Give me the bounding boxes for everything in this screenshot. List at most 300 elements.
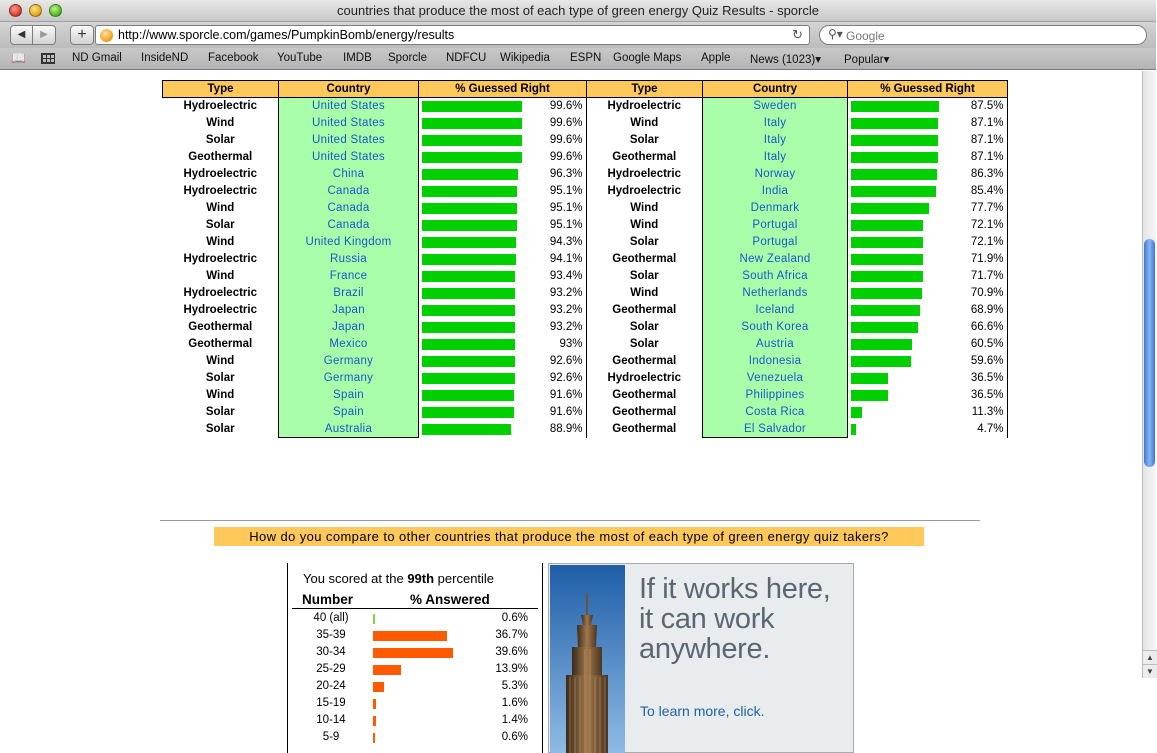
percent-label: 94.3%: [549, 235, 583, 248]
scrollbar-thumb[interactable]: [1144, 239, 1155, 467]
percentile-suffix: percentile: [434, 571, 495, 586]
percent-cell: [848, 387, 1006, 404]
percent-bar: [851, 254, 923, 265]
percent-cell: [419, 115, 585, 132]
column-header-pct: % Guessed Right: [419, 81, 587, 98]
percent-bar: [422, 424, 511, 435]
energy-type-cell: Solar: [629, 134, 659, 146]
table-edge: [1006, 149, 1008, 166]
distribution-bar: [373, 631, 447, 641]
percent-label: 99.6%: [549, 133, 583, 146]
percent-bar: [851, 220, 923, 231]
url-text: http://www.sporcle.com/games/PumpkinBomb/energy/results: [118, 28, 455, 42]
percent-label: 93.2%: [549, 320, 583, 333]
percent-bar: [422, 220, 517, 231]
result-row: [587, 98, 1008, 115]
result-row: [163, 98, 587, 115]
country-link[interactable]: France: [279, 268, 419, 285]
percent-label: 66.6%: [970, 320, 1004, 333]
distribution-row: [288, 661, 544, 678]
table-edge: [1006, 200, 1008, 217]
energy-type-cell: Wind: [206, 202, 235, 214]
energy-type-cell: Wind: [630, 202, 659, 214]
score-range: 5-9: [322, 731, 340, 743]
percent-cell: [848, 336, 1006, 353]
percent-bar: [851, 169, 937, 180]
percent-cell: [848, 268, 1006, 285]
forward-button[interactable]: ▶: [33, 25, 56, 45]
percent-label: 71.7%: [970, 269, 1004, 282]
percent-cell: [848, 319, 1006, 336]
energy-type-cell: Geothermal: [612, 151, 677, 163]
distribution-bar: [373, 665, 401, 675]
percent-cell: [419, 234, 585, 251]
percent-cell: [848, 404, 1006, 421]
percent-bar: [851, 203, 929, 214]
country-link[interactable]: Mexico: [279, 336, 419, 353]
energy-type-cell: Solar: [205, 423, 235, 435]
percent-label: 91.6%: [549, 405, 583, 418]
energy-type-cell: Hydroelectric: [607, 168, 681, 180]
bookmark-item[interactable]: IMDB: [343, 52, 372, 64]
result-row: [163, 370, 587, 387]
result-row: [587, 421, 1008, 438]
table-edge: [1006, 217, 1008, 234]
result-row: [163, 404, 587, 421]
percent-cell: [419, 336, 585, 353]
table-edge: [1006, 285, 1008, 302]
percent-cell: [848, 132, 1006, 149]
percent-label: 87.1%: [970, 150, 1004, 163]
result-row: [163, 166, 587, 183]
result-row: [163, 319, 587, 336]
energy-type-cell: Solar: [629, 321, 659, 333]
percent-bar: [851, 288, 922, 299]
table-header-row: [587, 81, 1008, 98]
energy-type-cell: Hydroelectric: [183, 253, 257, 265]
table-edge: [1006, 387, 1008, 404]
top-sites-grid-icon[interactable]: [41, 53, 55, 64]
search-input[interactable]: [819, 25, 1147, 45]
country-link[interactable]: Venezuela: [703, 370, 848, 387]
percent-bar: [851, 356, 911, 367]
percent-cell: [848, 234, 1006, 251]
percent-bar: [422, 373, 515, 384]
percent-cell: [848, 166, 1006, 183]
percent-cell: [419, 404, 585, 421]
country-link[interactable]: Italy: [703, 132, 848, 149]
percent-label: 71.9%: [970, 252, 1004, 265]
table-edge: [1006, 268, 1008, 285]
percent-label: 70.9%: [970, 286, 1004, 299]
country-link[interactable]: United States: [279, 98, 419, 115]
scroll-down-arrow[interactable]: ▼: [1143, 664, 1157, 678]
column-header-country: Country: [279, 81, 419, 98]
result-row: [163, 115, 587, 132]
energy-type-cell: Geothermal: [188, 151, 253, 163]
percent-bar: [851, 271, 923, 282]
vertical-scrollbar[interactable]: [1142, 71, 1156, 678]
percent-label: 86.3%: [970, 167, 1004, 180]
bookmarks-book-icon[interactable]: 📖: [11, 51, 26, 65]
table-edge: [1006, 353, 1008, 370]
bookmark-item[interactable]: Wikipedia: [500, 52, 550, 64]
advertisement[interactable]: [548, 563, 854, 753]
energy-type-cell: Solar: [629, 236, 659, 248]
section-divider: [160, 520, 980, 521]
result-row: [163, 353, 587, 370]
country-link[interactable]: South Africa: [703, 268, 848, 285]
percent-cell: [848, 183, 1006, 200]
country-link[interactable]: Costa Rica: [703, 404, 848, 421]
country-link[interactable]: Russia: [279, 251, 419, 268]
table-edge: [1006, 302, 1008, 319]
result-row: [587, 132, 1008, 149]
country-link[interactable]: United Kingdom: [279, 234, 419, 251]
country-link[interactable]: Portugal: [703, 217, 848, 234]
country-link[interactable]: Australia: [279, 421, 419, 438]
energy-type-cell: Solar: [205, 219, 235, 231]
country-link[interactable]: New Zealand: [703, 251, 848, 268]
table-edge: [1006, 251, 1008, 268]
distribution-bar: [373, 614, 375, 624]
percent-cell: [419, 387, 585, 404]
distribution-row: [288, 712, 544, 729]
percent-label: 72.1%: [970, 218, 1004, 231]
percent-cell: [848, 353, 1006, 370]
percent-bar: [422, 203, 517, 214]
table-edge: [1006, 166, 1008, 183]
percent-label: 92.6%: [549, 371, 583, 384]
back-button[interactable]: ◀: [10, 25, 33, 45]
result-row: [163, 285, 587, 302]
table-edge: [1006, 404, 1008, 421]
bookmark-item[interactable]: Apple: [701, 52, 731, 64]
scroll-up-arrow[interactable]: ▲: [1143, 650, 1157, 664]
percent-label: 77.7%: [970, 201, 1004, 214]
percent-label: 95.1%: [549, 184, 583, 197]
table-edge: [1006, 234, 1008, 251]
percent-cell: [419, 183, 585, 200]
country-link[interactable]: China: [279, 166, 419, 183]
percent-cell: [848, 149, 1006, 166]
energy-type-cell: Hydroelectric: [183, 100, 257, 113]
score-range: 20-24: [316, 680, 346, 692]
country-link[interactable]: El Salvador: [703, 421, 848, 438]
energy-type-cell: Hydroelectric: [607, 185, 681, 197]
energy-type-cell: Solar: [205, 134, 235, 146]
window-title: countries that produce the most of each type of green energy Quiz Results - sporcle: [337, 3, 819, 18]
distribution-row: [288, 644, 544, 661]
building-photo: [550, 565, 625, 753]
address-bar[interactable]: [95, 25, 810, 45]
country-link[interactable]: Canada: [279, 217, 419, 234]
search-icon: ⚲▾: [828, 27, 843, 41]
percent-cell: [419, 370, 585, 387]
result-row: [163, 421, 587, 438]
energy-type-cell: Hydroelectric: [607, 372, 681, 384]
percent-label: 95.1%: [549, 201, 583, 214]
percent-bar: [422, 390, 514, 401]
table-edge: [1006, 115, 1008, 132]
percent-label: 94.1%: [549, 252, 583, 265]
energy-type-cell: Geothermal: [188, 338, 253, 350]
energy-type-cell: Solar: [629, 270, 659, 282]
percent-cell: [419, 98, 585, 115]
percent-label: 11.3%: [971, 405, 1004, 418]
country-link[interactable]: Portugal: [703, 234, 848, 251]
distribution-header-answered: % Answered: [410, 592, 490, 607]
score-range: 35-39: [316, 629, 346, 641]
country-link[interactable]: Norway: [703, 166, 848, 183]
bookmark-item[interactable]: Facebook: [208, 52, 259, 64]
country-link[interactable]: Sweden: [703, 98, 848, 115]
percentile-panel: [287, 563, 543, 753]
energy-type-cell: Hydroelectric: [607, 100, 681, 113]
distribution-row: [288, 627, 544, 644]
column-header-pct: % Guessed Right: [848, 81, 1008, 98]
energy-type-cell: Wind: [630, 117, 659, 129]
percent-cell: [419, 353, 585, 370]
result-row: [163, 217, 587, 234]
reload-icon[interactable]: ↻: [792, 27, 803, 42]
country-link[interactable]: United States: [279, 149, 419, 166]
bookmark-item[interactable]: InsideND: [141, 52, 189, 64]
result-row: [163, 387, 587, 404]
bookmark-item[interactable]: Popular▾: [844, 54, 890, 66]
percent-label: 85.4%: [970, 184, 1004, 197]
title-bar: [0, 0, 1156, 22]
distribution-bar: [373, 733, 375, 743]
country-link[interactable]: Denmark: [703, 200, 848, 217]
percent-bar: [422, 101, 522, 112]
percent-cell: [419, 268, 585, 285]
percent-cell: [848, 285, 1006, 302]
percent-cell: [848, 217, 1006, 234]
bookmark-item[interactable]: News (1023)▾: [750, 54, 821, 66]
energy-type-cell: Hydroelectric: [183, 304, 257, 316]
country-link[interactable]: Japan: [279, 319, 419, 336]
compare-banner: How do you compare to other countries that produce the most of each type of green energy quiz takers?: [214, 527, 924, 546]
favicon-icon: [100, 29, 113, 42]
distribution-percent: 5.3%: [501, 680, 528, 692]
energy-type-cell: Wind: [630, 287, 659, 299]
percent-label: 36.5%: [970, 371, 1004, 384]
result-row: [163, 200, 587, 217]
percent-bar: [851, 101, 939, 112]
header-rule: [292, 608, 538, 609]
country-link[interactable]: Italy: [703, 149, 848, 166]
result-row: [587, 370, 1008, 387]
percent-bar: [422, 254, 516, 265]
result-row: [587, 234, 1008, 251]
energy-type-cell: Geothermal: [612, 304, 677, 316]
distribution-percent: 1.4%: [501, 714, 528, 726]
percent-label: 60.5%: [970, 337, 1004, 350]
percent-bar: [851, 390, 888, 401]
percent-label: 88.9%: [549, 422, 583, 435]
percent-bar: [422, 271, 515, 282]
distribution-percent: 0.6%: [501, 731, 528, 743]
column-header-type: Type: [587, 81, 703, 98]
percent-label: 68.9%: [970, 303, 1004, 316]
percent-label: 99.6%: [549, 100, 583, 112]
percent-label: 92.6%: [549, 354, 583, 367]
country-link[interactable]: United States: [279, 115, 419, 132]
percent-cell: [419, 200, 585, 217]
percent-cell: [419, 285, 585, 302]
bookmark-item[interactable]: ND Gmail: [72, 52, 122, 64]
country-link[interactable]: Spain: [279, 387, 419, 404]
energy-type-cell: Wind: [630, 219, 659, 231]
country-link[interactable]: Iceland: [703, 302, 848, 319]
score-range: 25-29: [316, 663, 346, 675]
percent-bar: [851, 237, 923, 248]
result-row: [587, 353, 1008, 370]
distribution-row: [288, 678, 544, 695]
energy-type-cell: Geothermal: [188, 321, 253, 333]
add-bookmark-button[interactable]: +: [70, 25, 94, 45]
distribution-row: [288, 610, 544, 627]
distribution-percent: 39.6%: [495, 646, 528, 658]
percent-label: 59.6%: [970, 354, 1004, 367]
table-edge: [1006, 370, 1008, 387]
energy-type-cell: Wind: [206, 355, 235, 367]
bookmark-item[interactable]: ESPN: [570, 52, 602, 64]
result-row: [587, 302, 1008, 319]
result-row: [587, 183, 1008, 200]
table-edge: [1006, 421, 1008, 438]
percent-cell: [848, 98, 1006, 115]
percent-bar: [851, 186, 936, 197]
percent-bar: [422, 305, 515, 316]
percent-label: 87.1%: [970, 116, 1004, 129]
country-link[interactable]: India: [703, 183, 848, 200]
percent-bar: [851, 322, 918, 333]
percent-cell: [848, 370, 1006, 387]
percent-cell: [419, 302, 585, 319]
energy-type-cell: Hydroelectric: [183, 185, 257, 197]
percent-bar: [422, 169, 518, 180]
energy-type-cell: Wind: [206, 270, 235, 282]
percent-label: 91.6%: [549, 388, 583, 401]
energy-type-cell: Solar: [629, 338, 659, 350]
column-header-type: Type: [163, 81, 279, 98]
energy-type-cell: Solar: [205, 372, 235, 384]
percent-bar: [851, 152, 938, 163]
score-range: 30-34: [316, 646, 346, 658]
country-link[interactable]: Italy: [703, 115, 848, 132]
result-row: [587, 319, 1008, 336]
percent-bar: [851, 373, 888, 384]
table-edge: [1006, 98, 1008, 115]
country-link[interactable]: Canada: [279, 200, 419, 217]
result-row: [163, 183, 587, 200]
distribution-bar: [373, 699, 376, 709]
bookmarks-bar: [0, 48, 1156, 70]
country-link[interactable]: Germany: [279, 353, 419, 370]
energy-type-cell: Geothermal: [612, 355, 677, 367]
country-link[interactable]: Austria: [703, 336, 848, 353]
bookmark-item[interactable]: YouTube: [277, 52, 323, 64]
country-link[interactable]: Spain: [279, 404, 419, 421]
country-link[interactable]: Canada: [279, 183, 419, 200]
country-link[interactable]: Brazil: [279, 285, 419, 302]
percent-label: 95.1%: [549, 218, 583, 231]
result-row: [587, 404, 1008, 421]
percent-bar: [851, 305, 920, 316]
energy-type-cell: Geothermal: [612, 389, 677, 401]
energy-type-cell: Wind: [206, 117, 235, 129]
percent-bar: [422, 339, 515, 350]
percentile-prefix: You scored at the: [303, 571, 408, 586]
distribution-percent: 1.6%: [501, 697, 528, 709]
result-row: [163, 268, 587, 285]
results-table-right: [586, 80, 1008, 438]
result-row: [163, 234, 587, 251]
percentile-summary: [303, 571, 494, 586]
table-header-row: [163, 81, 587, 98]
bookmark-item[interactable]: Google Maps: [613, 52, 682, 64]
search-placeholder: Google: [846, 29, 885, 43]
country-link[interactable]: Philippines: [703, 387, 848, 404]
percent-bar: [851, 135, 938, 146]
percent-label: 36.5%: [970, 388, 1004, 401]
result-row: [587, 200, 1008, 217]
table-edge: [1006, 183, 1008, 200]
percent-label: 93.2%: [549, 303, 583, 316]
results-table-left: [162, 80, 587, 438]
result-row: [587, 166, 1008, 183]
result-row: [163, 302, 587, 319]
percent-bar: [422, 407, 514, 418]
percent-cell: [419, 149, 585, 166]
distribution-percent: 0.6%: [501, 612, 528, 624]
result-row: [587, 285, 1008, 302]
percent-bar: [422, 152, 522, 163]
percent-bar: [422, 118, 522, 129]
country-link[interactable]: Indonesia: [703, 353, 848, 370]
result-row: [587, 268, 1008, 285]
percent-cell: [848, 115, 1006, 132]
percent-bar: [422, 186, 517, 197]
energy-type-cell: Wind: [206, 236, 235, 248]
percent-cell: [419, 251, 585, 268]
distribution-bar: [373, 682, 384, 692]
percent-cell: [848, 200, 1006, 217]
distribution-row: [288, 729, 544, 746]
distribution-row: [288, 695, 544, 712]
ad-learn-more-link[interactable]: To learn more, click.: [640, 703, 765, 719]
country-link[interactable]: Germany: [279, 370, 419, 387]
bookmark-item[interactable]: Sporcle: [388, 52, 427, 64]
energy-type-cell: Hydroelectric: [183, 287, 257, 299]
percent-label: 96.3%: [549, 167, 583, 180]
country-link[interactable]: South Korea: [703, 319, 848, 336]
percent-label: 72.1%: [970, 235, 1004, 248]
country-link[interactable]: Netherlands: [703, 285, 848, 302]
bookmark-item[interactable]: NDFCU: [446, 52, 487, 64]
percent-bar: [422, 237, 516, 248]
percent-bar: [422, 322, 515, 333]
percent-bar: [422, 356, 515, 367]
result-row: [587, 387, 1008, 404]
percent-bar: [851, 424, 856, 435]
distribution-percent: 36.7%: [495, 629, 528, 641]
table-edge: [1006, 132, 1008, 149]
country-link[interactable]: Japan: [279, 302, 419, 319]
country-link[interactable]: United States: [279, 132, 419, 149]
